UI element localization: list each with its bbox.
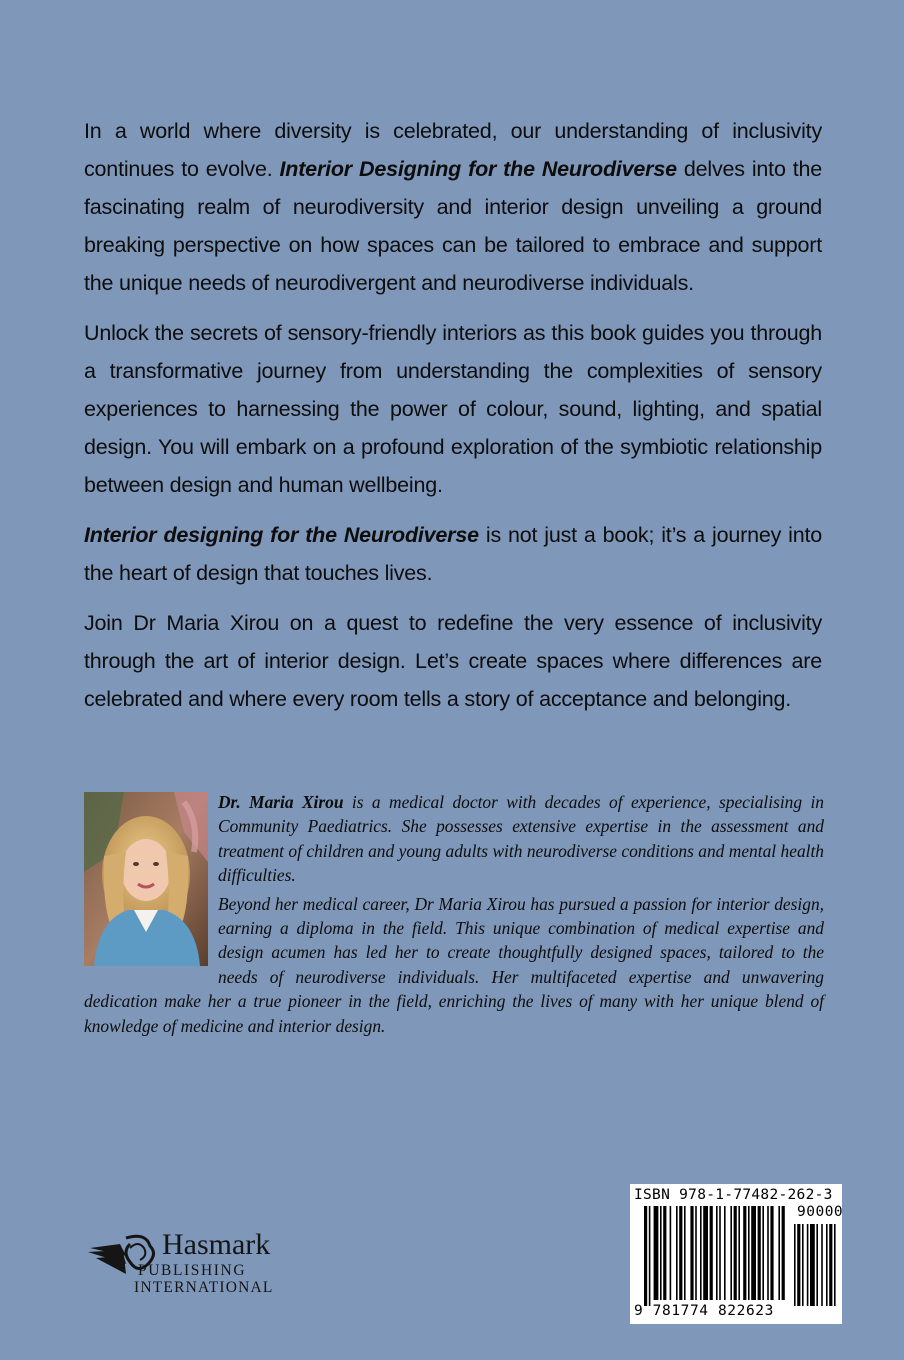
publisher-line-3: INTERNATIONAL — [134, 1279, 274, 1296]
blurb-paragraph-3: Interior designing for the Neurodiverse is not just a book; it’s a journey into the heart of design that touches lives. — [84, 523, 822, 585]
author-name: Dr. Maria Xirou — [218, 792, 344, 812]
publisher-line-2: PUBLISHING — [138, 1262, 247, 1279]
publisher-logo — [86, 1228, 296, 1300]
blurb-paragraph-4: Join Dr Maria Xirou on a quest to redefine the very essence of inclusivity through the art of interior design. Let’s create spaces where differences are celebrated and where every room tells a story of acceptance and belonging. — [84, 611, 822, 711]
book-title-emphasis: Interior designing for the Neurodiverse — [84, 523, 479, 547]
isbn-label: ISBN 978-1-77482-262-3 — [634, 1187, 833, 1203]
price-code: 90000 — [797, 1204, 844, 1220]
blurb-paragraph-2: Unlock the secrets of sensory-friendly interiors as this book guides you through a transformative journey from understanding the complexities of sensory experiences to harnessing the power of colour, sound, lighting, and spatial design. You will embark on a profound exploration of the symbiotic relationship between design and human wellbeing. — [84, 321, 822, 497]
barcode-digits: 9 781774 822623 — [634, 1303, 774, 1319]
isbn-barcode — [630, 1184, 842, 1324]
bio-paragraph-2: Beyond her medical career, Dr Maria Xirou has pursued a passion for interior design, earning a diploma in the field. This unique combination of medical expertise and design acumen has led her to create thoughtfully designed spaces, tailored to the needs of neurodiverse individuals. Her multifaceted expertise and unwavering dedication make her a true pioneer in the field, enriching the lives of many with her unique blend of knowledge of medicine and interior design. — [84, 893, 824, 1036]
publisher-name: Hasmark — [162, 1228, 271, 1261]
book-title-emphasis: Interior Designing for the Neurodiverse — [279, 157, 677, 181]
blurb-paragraph-1: In a world where diversity is celebrated, our understanding of inclusivity continues to evolve. Interior Designing for the Neurodiverse delves into the fascinating realm of neurodiversity and interior design unveiling a ground breaking perspective on how spaces can be tailored to embrace and support the unique needs of neurodivergent and neurodiverse individuals. — [84, 119, 822, 295]
author-photo — [84, 792, 208, 966]
author-bio — [84, 790, 824, 1042]
bio-paragraph-1: Dr. Maria Xirou is a medical doctor with decades of experience, specialising in Community Paediatrics. She possesses extensive expertise in the assessment and treatment of children and young adults with neurodiverse conditions and mental health difficulties. — [218, 792, 824, 886]
book-blurb — [84, 112, 822, 730]
